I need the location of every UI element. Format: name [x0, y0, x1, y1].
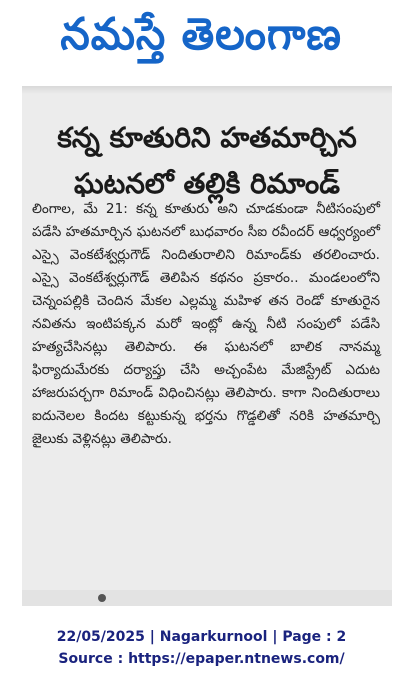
- footer-date-edition-page: 22/05/2025 | Nagarkurnool | Page : 2: [56, 629, 347, 645]
- footer-source-link[interactable]: Source : https://epaper.ntnews.com/: [58, 651, 345, 667]
- clipping-edge: [22, 86, 392, 94]
- newspaper-logo-title: నమస్తే తెలంగాణ: [60, 9, 343, 60]
- decorative-dot: [98, 594, 106, 602]
- headline-line-2: ఘటనలో తల్లికి రిమాండ్: [74, 167, 340, 201]
- masthead: [0, 0, 403, 80]
- headline-line-1: కన్న కూతురిని హతమార్చిన: [57, 121, 357, 155]
- article-headline: [28, 115, 386, 207]
- article-paragraph: లింగాల, మే 21: కన్న కూతురు అని చూడకుండా నీటిసంపులో పడేసి హతమార్చిన ఘటనలో బుధవారం సీఐ రవీందర్ ఆధ్వర్యంలో ఎస్సై వెంకటేశ్వర్లుగౌడ్ నిందితురాలిని రిమాండ్‌కు తరలించారు. ఎస్సై వెంకటేశ్వర్లుగౌడ్ తెలిపిన కథనం ప్రకారం.. మండలంలోని చెన్నంపల్లికి చెందిన మేకల ఎల్లమ్మ మహిళ తన రెండో కూతురైన నవితను ఇంటిపక్కన మరో ఇంట్లో ఉన్న నీటి సంపులో పడేసి హత్యచేసినట్లు తెలిపారు. ఈ ఘటనలో బాలిక నానమ్మ ఫిర్యాదుమేరకు దర్యాప్తు చేసి అచ్చంపేట మేజిస్ట్రేట్ ఎదుట హాజరుపర్చగా రిమాండ్ విధించినట్లు తెలిపారు. కాగా నిందితురాలు ఐదునెలల కిందట కట్టుకున్న భర్తను గొడ్డలితో నరికి హతమార్చి జైలుకు వెళ్లినట్లు తెలిపారు.: [32, 201, 380, 447]
- article-body: [32, 198, 380, 451]
- news-clipping: [22, 86, 392, 606]
- source-footer: [0, 626, 403, 670]
- clipping-bottom-edge: [22, 590, 392, 606]
